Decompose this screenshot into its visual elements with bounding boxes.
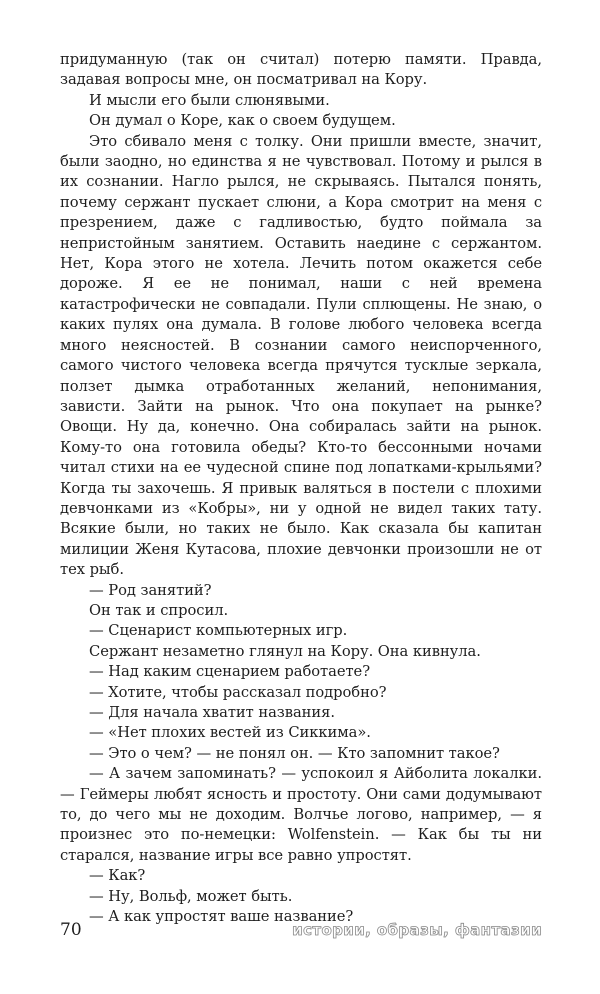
dialogue-line: — «Нет плохих вестей из Сиккима». [89,724,371,742]
dialogue-line: — А как упростят ваше название? [89,908,354,926]
paragraph: Он так и спросил. [89,601,229,619]
page-number: 70 [60,920,82,940]
dialogue-line: — Род занятий? [89,581,212,599]
dialogue-line: — Для начала хватит названия. [89,704,335,721]
body-text [60,50,542,927]
dialogue-line: — Над каким сценарием работаете? [89,663,371,681]
paragraph: Сержант незаметно глянул на Кору. Она кивнула. [89,642,481,660]
dialogue-line: — Как? [89,867,146,885]
dialogue-line: — Хотите, чтобы рассказал подробно? [89,683,387,701]
paragraph-continuation: придуманную (так он считал) потерю памяти. Правда, задавая вопросы мне, он посматривал на Кору. [60,51,542,89]
dialogue-line: — Это о чем? — не понял он. — Кто запомнит такое? [89,744,500,762]
page-footer [60,920,542,944]
paragraph: И мысли его были слюнявыми. [89,91,330,109]
dialogue-line: — Сценарист компьютерных игр. [89,622,348,640]
paragraph: Это сбивало меня с толку. Они пришли вместе, значит, были заодно, но единства я не чувствовал. Потому и рылся в их сознании. Нагло рылся, не скрываясь. Пытался понять, почему сержант пускает слюни, а Кора смотрит на меня с презрением, даже с гадливостью, будто поймала за непристойным занятием. Оставить наедине с сержантом. Нет, Кора этого не хотела. Лечить потом окажется себе дороже. Я ее не понимал, наши с ней времена катастрофически не совпадали. Пули сплющены. Не знаю, о каких пулях она думала. В голове любого человека всегда много неясностей. В сознании самого неиспорченного, самого чистого человека всегда прячутся тусклые зеркала, ползет дымка отработанных желаний, непонимания, зависти. Зайти на рынок. Что она покупает на рынке? Овощи. Ну да, конечно. Она собиралась зайти на рынок. Кому-то она готовила обеды? Кто-то бессонными ночами читал стихи на ее чудесной спине под лопатками-крыльями? Когда ты захочешь. Я привык валяться в постели с плохими девчонками из «Кобры», ни у одной не видел таких тату. Всякие были, но таких не было. Как сказала бы капитан милиции Женя Кутасова, плохие девчонки произошли не от тех рыб. [60,132,542,579]
dialogue-line: — А зачем запоминать? — успокоил я Айболита локалки. — Геймеры любят ясность и простоту. Они сами додумывают то, до чего мы не доходим. Волчье логово, например, — я произнес это по-немецки: Wolfenstein. — Как бы ты ни старался, название игры все равно упростят. [60,765,542,864]
dialogue-line: — Ну, Вольф, может быть. [89,887,293,905]
running-title: истории, образы, фантазии [292,921,542,939]
paragraph: Он думал о Коре, как о своем будущем. [89,112,396,130]
